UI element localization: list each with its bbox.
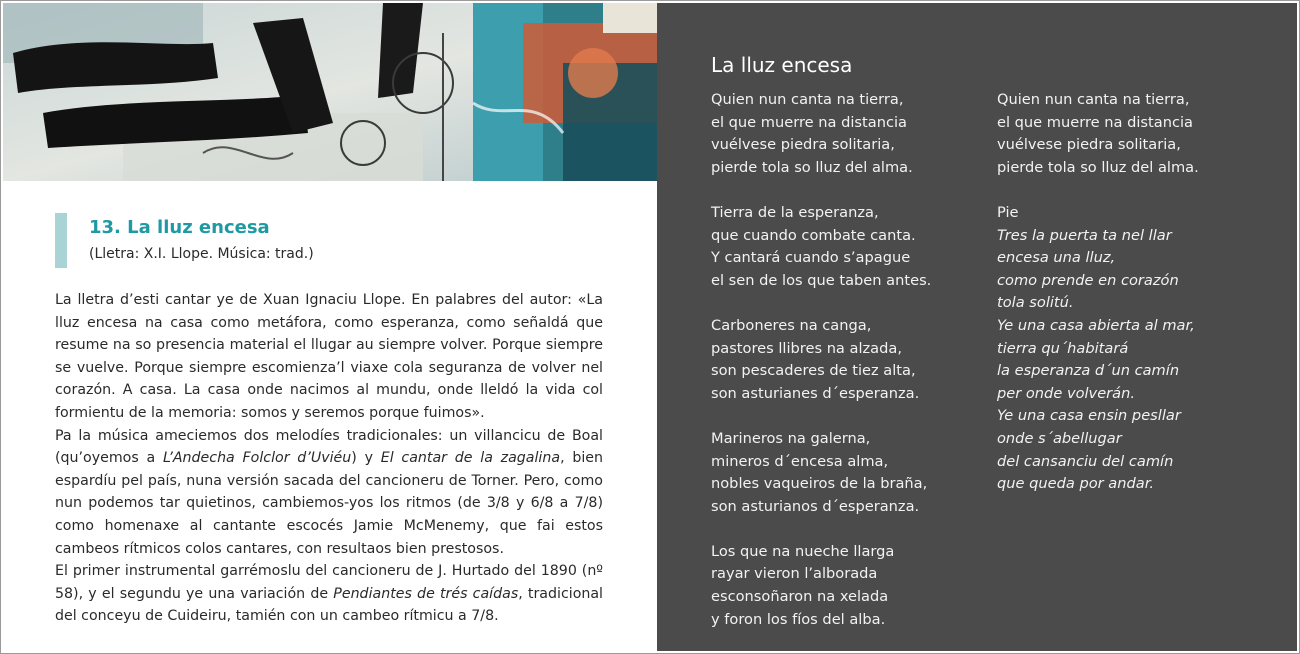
lyric-line: pierde tola so lluz del alma. — [997, 158, 1199, 176]
lyric-line: pierde tola so lluz del alma. — [711, 158, 913, 176]
lyric-line: son asturianes d´esperanza. — [711, 384, 920, 402]
chorus-line: encesa una lluz, — [997, 249, 1116, 267]
chorus-line: onde s´abellugar — [997, 429, 1122, 447]
left-page — [3, 3, 657, 651]
chorus-line: Ye una casa ensin pesllar — [997, 407, 1181, 425]
chorus-label: Pie — [997, 203, 1019, 221]
lyric-line: nobles vaqueiros de la braña, — [711, 475, 928, 493]
lyric-line: Carboneres na canga, — [711, 316, 872, 334]
chorus — [997, 202, 1287, 496]
painting-banner — [3, 3, 657, 181]
chorus-line: tierra qu´habitará — [997, 339, 1129, 357]
song-notes — [55, 289, 603, 628]
lyric-line: Marineros na galerna, — [711, 429, 871, 447]
lyric-line: son pescaderes de tiez alta, — [711, 362, 916, 380]
song-credits: (Lletra: X.I. Llope. Música: trad.) — [89, 246, 314, 262]
lyric-line: y foron los fíos del alba. — [711, 610, 886, 628]
lyric-line: rayar vieron l’alborada — [711, 565, 878, 583]
notes-paragraph-3: El primer instrumental garrémoslu del cancioneru de J. Hurtado del 1890 (nº 58), y el segundu ye una variación de Pendiantes de trés caídas, tradicional del conceyu de Cuideiru, tamién con un cambeo rítmicu a 7/8. — [55, 563, 604, 625]
song-heading — [55, 213, 615, 268]
notes-paragraph-1: La lletra d’esti cantar ye de Xuan Ignaciu Llope. En palabres del autor: «La lluz encesa na casa como metáfora, como esperanza, como señaldá que resume na so presencia material el llugar au siempre volver. Porque siempre se vuelve. Porque siempre escomienza’l viaxe cola seguranza de volver nel corazón. A casa. La casa onde nacimos al mundu, onde lleldó la vida col formientu de la memoria: somos y seremos porque fuimos». — [55, 292, 603, 421]
lyrics-page — [657, 3, 1297, 651]
chorus-line: Tres la puerta ta nel llar — [997, 226, 1172, 244]
lyric-line: vuélvese piedra solitaria, — [997, 136, 1181, 154]
stanza — [711, 202, 981, 292]
stanza — [711, 89, 981, 179]
chorus-line: la esperanza d´un camín — [997, 362, 1180, 380]
lyrics-column-2 — [997, 89, 1287, 518]
lyric-line: Los que na nueche llarga — [711, 542, 895, 560]
chorus-line: que queda por andar. — [997, 475, 1154, 493]
stanza — [711, 428, 981, 518]
lyric-line: esconsoñaron na xelada — [711, 588, 889, 606]
lyric-line: Quien nun canta na tierra, — [711, 91, 904, 108]
lyrics-column-1 — [711, 89, 981, 654]
stanza — [711, 541, 981, 631]
lyric-line: vuélvese piedra solitaria, — [711, 136, 895, 154]
song-title: 13. La lluz encesa — [89, 217, 270, 238]
accent-bar — [55, 213, 67, 268]
lyric-line: mineros d´encesa alma, — [711, 452, 889, 470]
chorus-line: como prende en corazón — [997, 271, 1179, 289]
stanza — [997, 89, 1287, 179]
lyric-line: el que muerre na distancia — [997, 113, 1193, 131]
lyrics-title: La lluz encesa — [711, 53, 853, 77]
abstract-painting — [3, 3, 657, 181]
stanza — [711, 315, 981, 405]
lyric-line: Tierra de la esperanza, — [711, 203, 879, 221]
chorus-line: Ye una casa abierta al mar, — [997, 316, 1195, 334]
lyric-line: el sen de los que taben antes. — [711, 271, 932, 289]
chorus-line: tola solitú. — [997, 294, 1074, 312]
chorus-line: per onde volverán. — [997, 384, 1136, 402]
lyric-line: pastores llibres na alzada, — [711, 339, 902, 357]
chorus-line: del cansanciu del camín — [997, 452, 1174, 470]
lyric-line: Y cantará cuando s’apague — [711, 249, 911, 267]
lyric-line: el que muerre na distancia — [711, 113, 907, 131]
lyric-line: son asturianos d´esperanza. — [711, 497, 920, 515]
notes-paragraph-2: Pa la música ameciemos dos melodíes tradicionales: un villancicu de Boal (qu’oyemos a L’Andecha Folclor d’Uviéu) y El cantar de la zagalina, bien espardíu pel país, nuna versión sacada del cancioneru de Torner. Pero, como nun podemos tar quietinos, cambiemos-yos los ritmos (de 3/8 y 6/8 a 7/8) como homenaxe al cantante escocés Jamie McMenemy, que fai estos cambeos rítmicos colos cantares, con resultaos bien prestosos. — [55, 427, 604, 557]
lyric-line: que cuando combate canta. — [711, 226, 916, 244]
lyric-line: Quien nun canta na tierra, — [997, 91, 1190, 108]
